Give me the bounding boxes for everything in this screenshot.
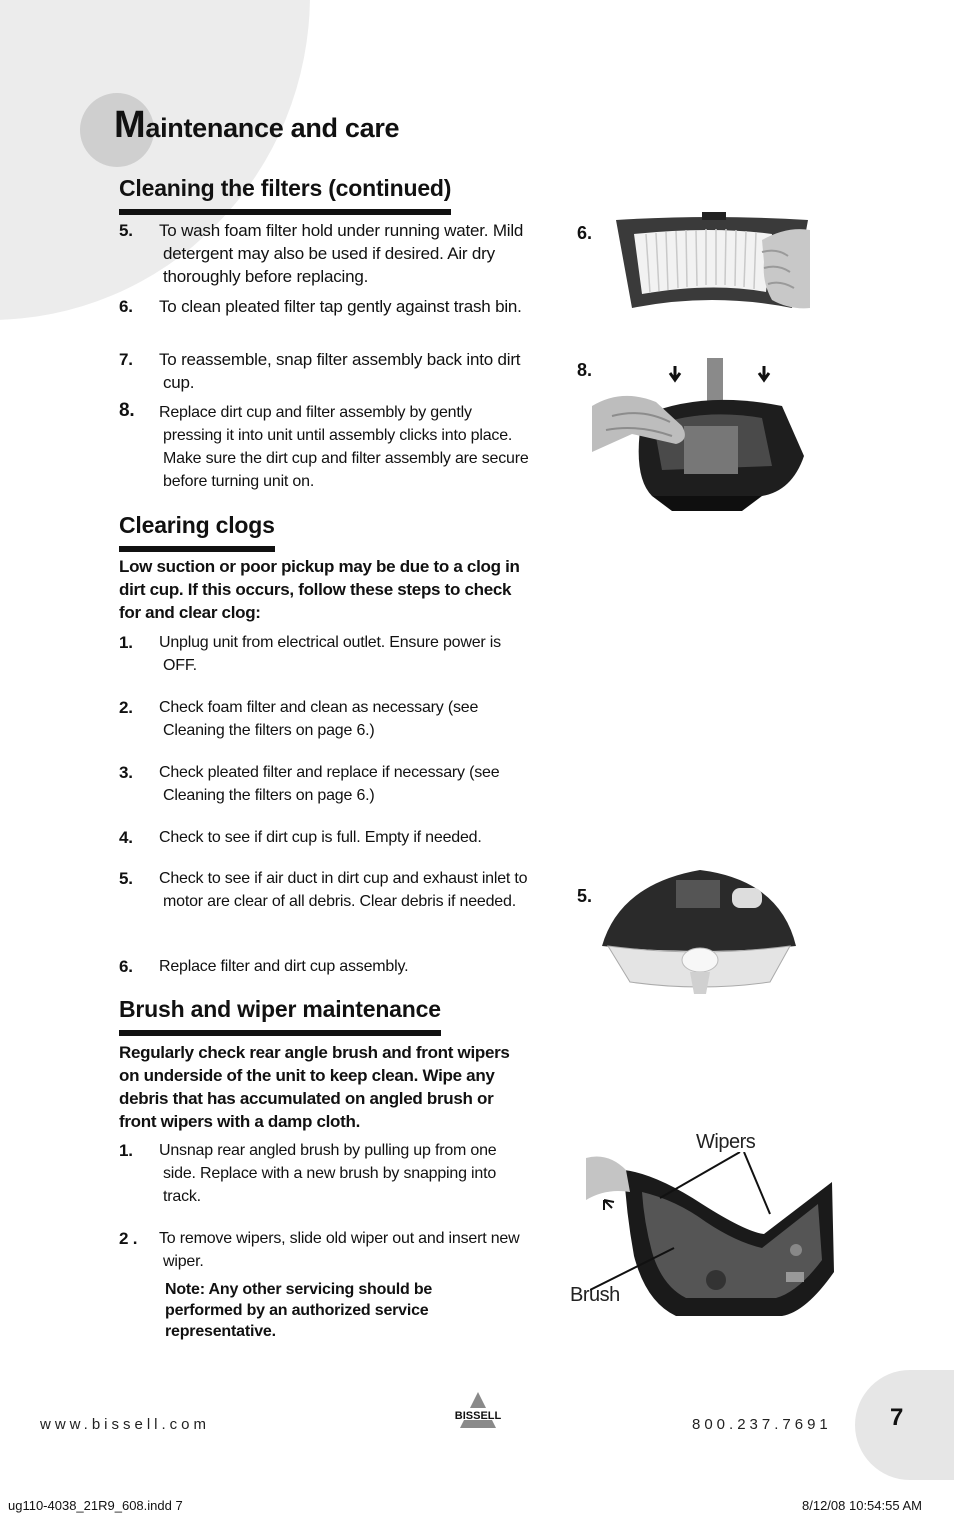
step-number: 8. [119,400,135,421]
brush-step-1 [119,1139,529,1208]
step-text: Check pleated filter and replace if necessary (see Cleaning the filters on page 6.) [159,764,500,804]
callout-lines [590,1152,790,1292]
title-rest: aintenance and care [145,113,400,143]
step-number: 1. [119,1141,133,1160]
figure-6-label: 6. [577,223,593,243]
clog-step-5 [119,867,529,913]
clog-step-1 [119,631,529,677]
brush-callout: Brush [570,1284,620,1306]
heading-clearing-clogs: Clearing clogs [119,512,275,552]
dirt-cup-open-illustration [600,864,798,996]
figure-8-label: 8. [577,360,593,380]
step-text: Check to see if air duct in dirt cup and exhaust inlet to motor are clear of all debris. Clear debris if needed. [159,870,528,910]
step-text: To reassemble, snap filter assembly back into dirt cup. [159,350,521,392]
page-number: 7 [890,1404,904,1431]
filter-step-7 [119,348,529,394]
filter-step-6 [119,295,529,318]
step-number: 4. [119,828,133,847]
filter-illustration [612,212,812,312]
step-number: 5. [119,221,133,240]
clog-step-3 [119,761,529,807]
filter-step-5 [119,219,529,288]
step-number: 7. [119,350,133,369]
wipers-callout: Wipers [696,1131,756,1153]
step-text: Unplug unit from electrical outlet. Ensure power is OFF. [159,634,501,674]
brush-intro: Regularly check rear angle brush and front wipers on underside of the unit to keep clean. Wipe any debris that has accumulated on angled brush or front wipers with a damp cloth. [119,1043,510,1131]
clog-step-4 [119,826,529,849]
slug-timestamp: 8/12/08 10:54:55 AM [802,1498,922,1513]
step-number: 6. [119,297,133,316]
slug-filename: ug110-4038_21R9_608.indd 7 [8,1498,183,1513]
brush-step-2 [119,1227,529,1273]
step-number: 3. [119,763,133,782]
step-number: 1. [119,633,133,652]
clogs-intro: Low suction or poor pickup may be due to a clog in dirt cup. If this occurs, follow these steps to check for and clear clog: [119,557,520,622]
step-text: Replace filter and dirt cup assembly. [159,958,409,975]
page-title [114,106,399,144]
service-note: Note: Any other servicing should be performed by an authorized service representative. [165,1281,433,1340]
step-number: 2. [119,698,133,717]
dirt-cup-illustration [592,356,806,511]
logo-text: BISSELL [454,1410,502,1422]
figure-5-label: 5. [577,886,593,906]
clog-step-2 [119,696,529,742]
title-initial: M [114,104,146,146]
filter-step-8 [119,401,529,493]
step-text: Unsnap rear angled brush by pulling up from one side. Replace with a new brush by snapping into track. [159,1142,497,1205]
step-number: 2 . [119,1229,138,1248]
footer-phone: 800.237.7691 [692,1416,832,1433]
step-text: Check to see if dirt cup is full. Empty if needed. [159,829,482,846]
step-text: To remove wipers, slide old wiper out and insert new wiper. [159,1230,520,1270]
step-number: 6. [119,957,133,976]
heading-brush-wiper: Brush and wiper maintenance [119,996,441,1036]
heading-cleaning-filters: Cleaning the filters (continued) [119,175,451,215]
page-tab [855,1370,954,1480]
step-text: Check foam filter and clean as necessary (see Cleaning the filters on page 6.) [159,699,479,739]
step-text: Replace dirt cup and filter assembly by gently pressing it into unit until assembly clicks into place. Make sure the dirt cup and filter assembly are secure before turning unit on. [159,404,529,490]
bissell-logo [448,1392,508,1432]
step-text: To clean pleated filter tap gently against trash bin. [159,297,522,316]
step-number: 5. [119,869,133,888]
clog-step-6 [119,955,529,978]
step-text: To wash foam filter hold under running water. Mild detergent may also be used if desired. Air dry thoroughly before replacing. [159,221,524,286]
footer-website: www.bissell.com [40,1416,211,1433]
